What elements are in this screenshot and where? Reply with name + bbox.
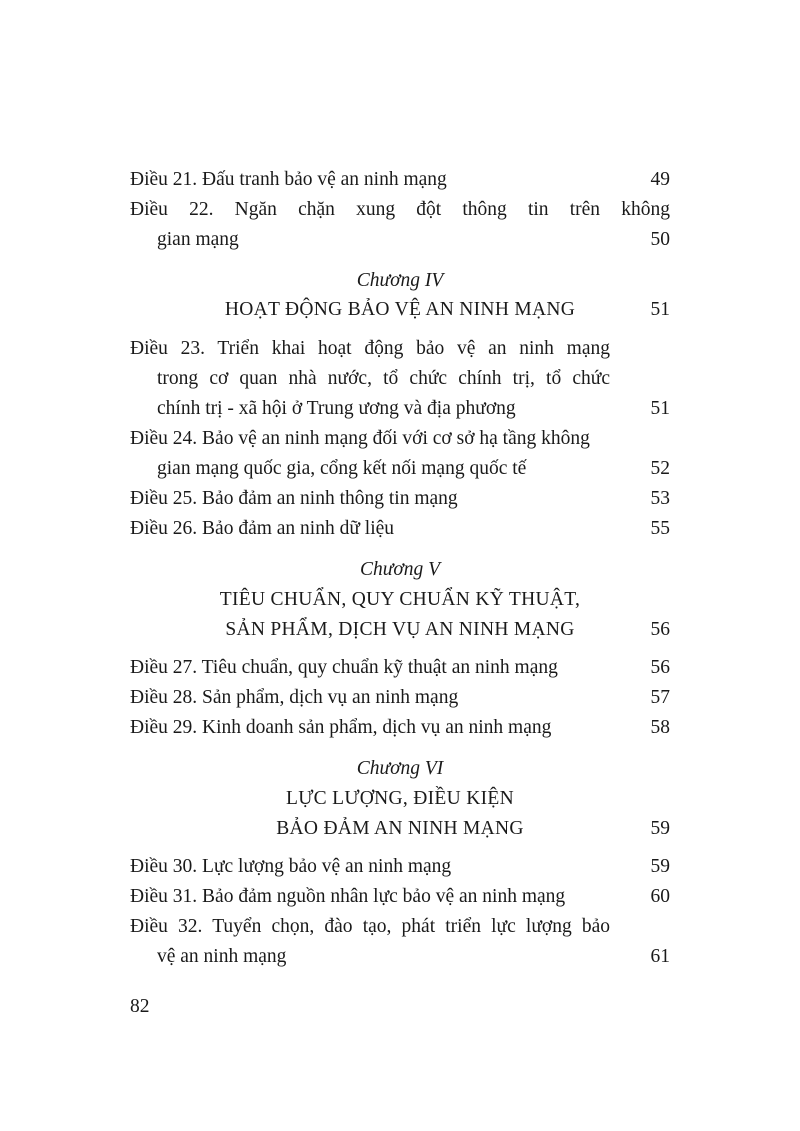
toc-entry-dieu-26 <box>130 514 670 544</box>
toc-entry-dieu-28 <box>130 683 670 713</box>
toc-entry-dieu-21 <box>130 165 670 195</box>
toc-entry-dieu-25 <box>130 484 670 514</box>
toc-entry-title-line-2: vệ an ninh mạng <box>157 946 287 967</box>
toc-entry-dieu-27 <box>130 653 670 683</box>
toc-entry-dieu-22-cont <box>157 225 670 255</box>
chapter-6-page: 59 <box>650 818 670 839</box>
toc-entry-page: 58 <box>650 717 670 738</box>
toc-entry-dieu-32-cont <box>157 942 670 972</box>
toc-entry-title: Điều 21. Đấu tranh bảo vệ an ninh mạng <box>130 169 447 190</box>
toc-entry-title: Điều 30. Lực lượng bảo vệ an ninh mạng <box>130 856 452 877</box>
toc-entry-dieu-22 <box>130 195 670 225</box>
toc-entry-page: 59 <box>650 856 670 877</box>
chapter-6-title-line-2: BẢO ĐẢM AN NINH MẠNG <box>276 818 524 839</box>
toc-entry-title: Điều 25. Bảo đảm an ninh thông tin mạng <box>130 488 458 509</box>
toc-entry-dieu-31 <box>130 882 670 912</box>
toc-entry-dieu-23-cont-2 <box>157 394 670 424</box>
toc-entry-dieu-32 <box>130 912 670 942</box>
chapter-5-label: Chương V <box>359 559 441 580</box>
chapter-5-title-line-1: TIÊU CHUẨN, QUY CHUẨN KỸ THUẬT, <box>219 589 581 610</box>
toc-entry-title-line-1: Điều 24. Bảo vệ an ninh mạng đối với cơ sở hạ tầng không <box>130 428 590 449</box>
page-number: 82 <box>130 996 150 1017</box>
toc-entry-title-line-1: Điều 23. Triển khai hoạt động bảo vệ an ninh mạng <box>130 338 610 359</box>
chapter-6-title-line-1: LỰC LƯỢNG, ĐIỀU KIỆN <box>286 788 514 809</box>
toc-entry-page: 51 <box>650 398 670 419</box>
toc-entry-page: 57 <box>650 687 670 708</box>
toc-entry-title-line-1: Điều 32. Tuyển chọn, đào tạo, phát triển lực lượng bảo <box>130 916 610 937</box>
toc-entry-page: 49 <box>650 169 670 190</box>
chapter-5-page: 56 <box>650 619 670 640</box>
toc-entry-title: Điều 28. Sản phẩm, dịch vụ an ninh mạng <box>130 687 459 708</box>
toc-entry-page: 52 <box>650 458 670 479</box>
chapter-4-title: HOẠT ĐỘNG BẢO VỆ AN NINH MẠNG <box>224 299 576 320</box>
toc-entry-title-line-2: trong cơ quan nhà nước, tổ chức chính trị, tổ chức <box>157 368 610 389</box>
toc-entry-page: 61 <box>650 946 670 967</box>
toc-entry-dieu-29 <box>130 713 670 743</box>
toc-entry-dieu-30 <box>130 852 670 882</box>
toc-entry-dieu-23 <box>130 334 670 364</box>
chapter-4-page: 51 <box>650 299 670 320</box>
toc-entry-title-line-2: gian mạng quốc gia, cổng kết nối mạng quốc tế <box>157 458 527 479</box>
toc-entry-page: 56 <box>650 657 670 678</box>
toc-entry-page: 60 <box>650 886 670 907</box>
toc-entry-title-line-2: gian mạng <box>157 229 239 250</box>
toc-entry-dieu-24 <box>130 424 670 454</box>
toc-entry-title-line-1: Điều 22. Ngăn chặn xung đột thông tin trên không <box>130 199 670 220</box>
chapter-4-label: Chương IV <box>356 270 444 291</box>
toc-entry-page: 55 <box>650 518 670 539</box>
toc-entry-page: 50 <box>650 229 670 250</box>
toc-entry-title: Điều 27. Tiêu chuẩn, quy chuẩn kỹ thuật an ninh mạng <box>130 657 558 678</box>
chapter-5-title-line-2: SẢN PHẨM, DỊCH VỤ AN NINH MẠNG <box>225 619 575 640</box>
toc-entry-title: Điều 29. Kinh doanh sản phẩm, dịch vụ an ninh mạng <box>130 717 552 738</box>
chapter-6-label: Chương VI <box>356 758 444 779</box>
toc-entry-page: 53 <box>650 488 670 509</box>
toc-entry-title: Điều 31. Bảo đảm nguồn nhân lực bảo vệ an ninh mạng <box>130 886 566 907</box>
toc-entry-dieu-23-cont-1 <box>157 364 670 394</box>
toc-entry-title: Điều 26. Bảo đảm an ninh dữ liệu <box>130 518 395 539</box>
toc-entry-title-line-3: chính trị - xã hội ở Trung ương và địa phương <box>157 398 516 419</box>
toc-entry-dieu-24-cont <box>157 454 670 484</box>
